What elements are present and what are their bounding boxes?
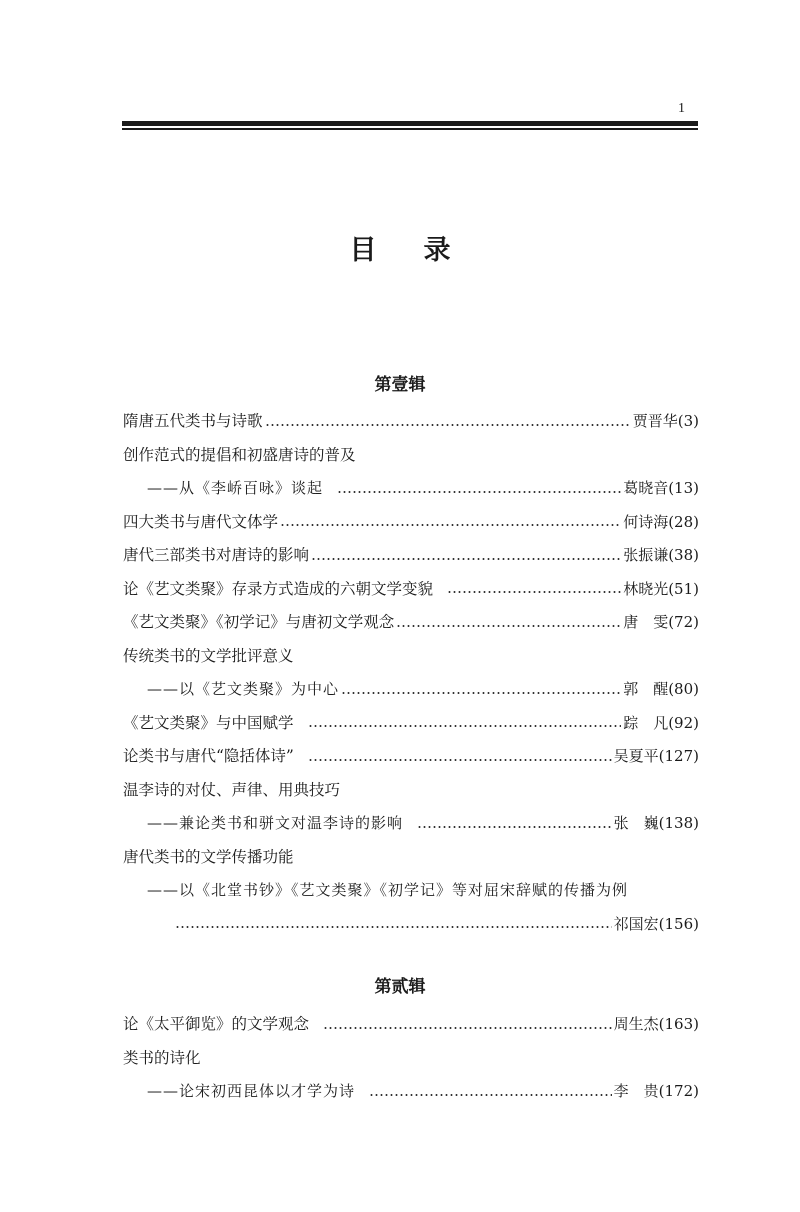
toc-entry[interactable] [123,439,699,473]
entry-title: 隋唐五代类书与诗歌 [123,412,263,430]
leader-dots [447,591,621,593]
entry-author-page: 何诗海(28) [623,512,699,531]
section-heading-2: 第贰辑 [374,977,426,997]
leader-dots [417,826,612,828]
toc-entry-subtitle[interactable] [123,472,699,506]
entry-author-page: 踪 凡(92) [623,713,699,732]
toc-entry-subtitle[interactable] [123,874,699,908]
toc-entry[interactable] [123,841,699,875]
header-rule-thin [122,128,698,130]
leader-dots [396,625,621,627]
toc-entry[interactable] [123,1008,699,1042]
entry-title: 类书的诗化 [123,1048,201,1067]
section-heading-1: 第壹辑 [374,375,426,395]
entry-title: 唐代类书的文学传播功能 [123,847,294,866]
leader-dots [341,692,621,694]
entry-title: 四大类书与唐代文体学 [123,512,279,531]
entry-author-page: 张 巍(138) [613,814,699,832]
entry-title: 论类书与唐代“隐括体诗” [123,747,294,765]
entry-subtitle: ——以《艺文类聚》为中心 [147,680,340,698]
toc-section-2 [123,1008,699,1109]
entry-subtitle: ——从《李峤百咏》谈起 [147,479,324,497]
leader-dots [311,558,621,560]
leader-dots [308,725,622,727]
toc-entry[interactable] [123,539,699,573]
toc-entry[interactable] [123,573,699,607]
toc-section-1 [123,405,699,941]
entry-subtitle: ——以《北堂书钞》《艺文类聚》《初学记》等对屈宋辞赋的传播为例 [147,881,629,899]
leader-dots [323,1027,612,1029]
entry-title: 创作范式的提倡和初盛唐诗的普及 [123,445,356,464]
entry-author-page: 吴夏平(127) [613,747,699,765]
leader-dots [337,491,621,493]
toc-entry[interactable] [123,640,699,674]
entry-title: 论《艺文类聚》存录方式造成的六朝文学变貌 [123,579,434,598]
entry-author-page: 祁国宏(156) [613,914,699,933]
entry-author-page: 郭 醒(80) [623,680,699,698]
entry-title: 论《太平御览》的文学观念 [123,1015,310,1033]
leader-dots [280,524,621,526]
entry-title: 传统类书的文学批评意义 [123,646,294,665]
entry-title: 《艺文类聚》《初学记》与唐初文学观念 [123,613,395,631]
toc-entry-subtitle[interactable] [123,1075,699,1109]
page-title: 目 录 [349,235,461,266]
leader-dots [308,759,612,761]
toc-entry-subtitle[interactable] [123,673,699,707]
toc-entry[interactable] [123,506,699,540]
toc-entry[interactable] [123,774,699,808]
toc-entry[interactable] [123,740,699,774]
leader-dots [265,424,631,426]
entry-author-page: 唐 雯(72) [623,613,699,631]
toc-entry[interactable] [123,1042,699,1076]
entry-author-page: 李 贵(172) [613,1082,699,1100]
entry-author-page: 葛晓音(13) [623,479,699,497]
entry-author-page: 林晓光(51) [623,579,699,598]
entry-subtitle: ——兼论类书和骈文对温李诗的影响 [147,814,404,832]
entry-title: 唐代三部类书对唐诗的影响 [123,546,310,564]
entry-title: 《艺文类聚》与中国赋学 [123,713,294,732]
page-number: 1 [678,101,685,116]
entry-subtitle: ——论宋初西昆体以才学为诗 [147,1082,356,1100]
toc-entry[interactable] [123,606,699,640]
entry-author-page: 周生杰(163) [613,1015,699,1033]
entry-author-page: 贾晋华(3) [632,412,699,430]
entry-title: 温李诗的对仗、声律、用典技巧 [123,780,341,799]
toc-entry-subtitle[interactable] [123,807,699,841]
toc-entry[interactable] [123,707,699,741]
entry-author-page: 张振谦(38) [623,546,699,564]
toc-entry-continuation[interactable] [123,908,699,942]
leader-dots [369,1094,612,1096]
header-rule-thick [122,121,698,126]
leader-dots [175,926,612,928]
toc-entry[interactable] [123,405,699,439]
